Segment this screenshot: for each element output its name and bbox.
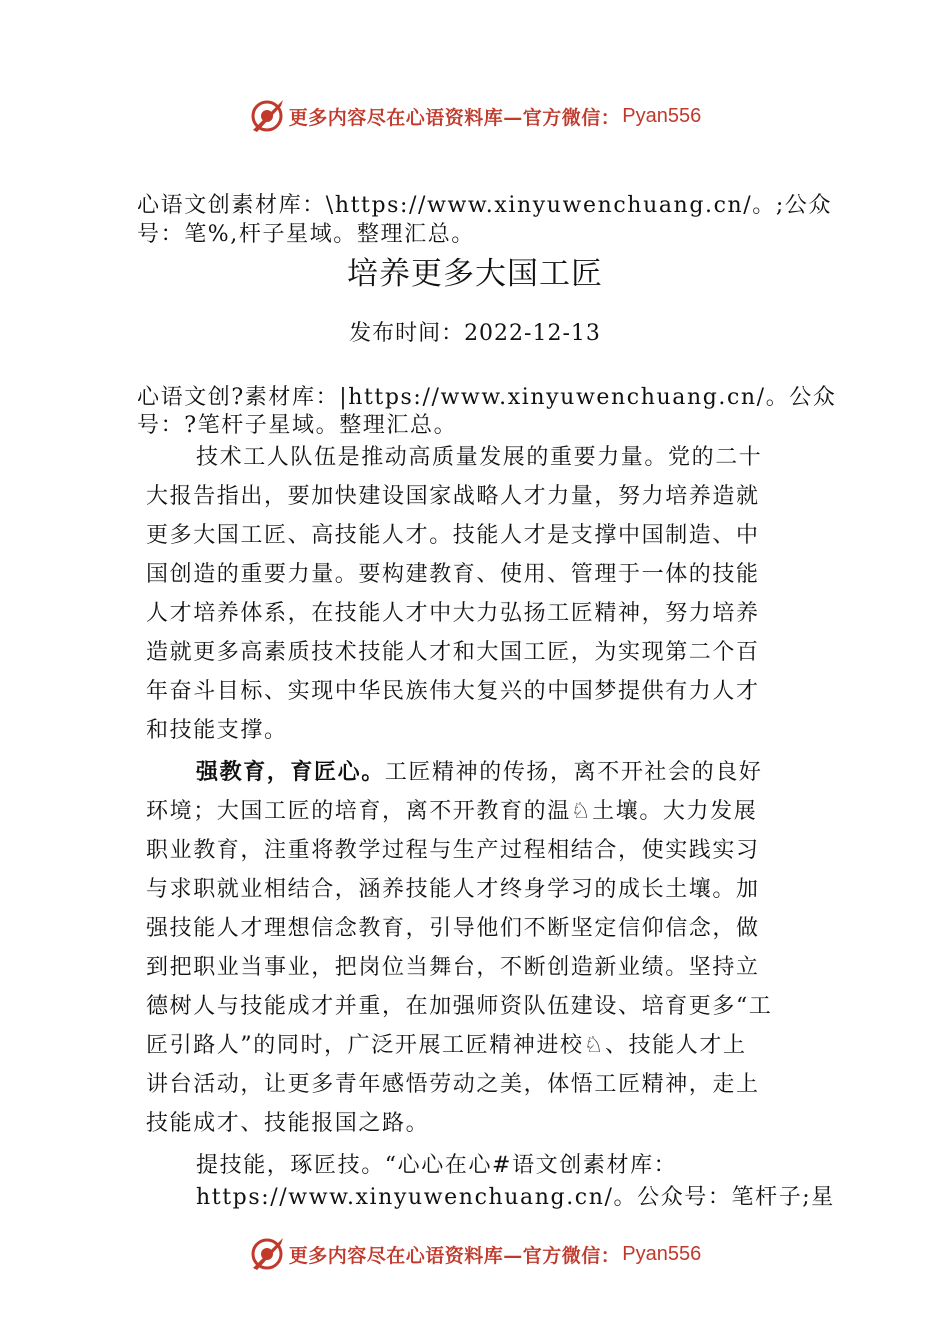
paragraph-line: 技能成才、技能报国之路。: [146, 1111, 430, 1136]
paragraph-line: 环境；大国工匠的培育，离不开教育的温♘土壤。大力发展: [146, 799, 758, 824]
paragraph-line: 年奋斗目标、实现中华民族伟大复兴的中国梦提供有力人才: [146, 679, 760, 704]
paragraph-line: 讲台活动，让更多青年感悟劳动之美，体悟工匠精神，走上: [146, 1072, 760, 1097]
source-note-line: 号：?笔杆子星域。整理汇总。: [137, 413, 458, 438]
paragraph-line: https://www.xinyuwenchuang.cn/。公众号：笔杆子;星: [196, 1185, 835, 1210]
source-note-line: 心语文创?素材库：|https://www.xinyuwenchuang.cn/。公众: [137, 385, 837, 410]
footer-banner: [0, 1234, 950, 1274]
header-note-line: 心语文创素材库：\https://www.xinyuwenchuang.cn/。;公众: [137, 193, 833, 218]
publish-date: 发布时间：2022-12-13: [349, 321, 601, 346]
paragraph-line: 德树人与技能成才并重，在加强师资队伍建设、培育更多“工: [146, 994, 773, 1019]
paragraph-line: 提技能，琢匠技。“心心在心#语文创素材库：: [196, 1153, 678, 1178]
paragraph-line: 技术工人队伍是推动高质量发展的重要力量。党的二十: [196, 445, 763, 470]
section-heading: 强教育，育匠心。: [196, 760, 385, 785]
banner-text: 更多内容尽在心语资料库—官方微信：: [288, 106, 621, 129]
header-note-line: 号：笔%,杆子星域。整理汇总。: [137, 222, 475, 247]
pen-logo-icon: [249, 1236, 285, 1272]
paragraph-line: 更多大国工匠、高技能人才。技能人才是支撑中国制造、中: [146, 523, 760, 548]
paragraph-line: 和技能支撑。: [146, 718, 288, 743]
paragraph-line: 大报告指出，要加快建设国家战略人才力量，努力培养造就: [146, 484, 760, 509]
banner-wechat-id: Pyan556: [622, 1242, 702, 1265]
paragraph-line: [196, 755, 762, 786]
paragraph-line: 强技能人才理想信念教育，引导他们不断坚定信仰信念，做: [146, 916, 760, 941]
paragraph-line: 匠引路人”的同时，广泛开展工匠精神进校♘、技能人才上: [146, 1033, 747, 1058]
article-title: 培养更多大国工匠: [347, 256, 603, 292]
paragraph-line: 造就更多高素质技术技能人才和大国工匠，为实现第二个百: [146, 640, 760, 665]
paragraph-line: 到把职业当事业，把岗位当舞台，不断创造新业绩。坚持立: [146, 955, 760, 980]
paragraph-line: 与求职就业相结合，涵养技能人才终身学习的成长土壤。加: [146, 877, 760, 902]
paragraph-text: 工匠精神的传扬，离不开社会的良好: [384, 760, 763, 785]
paragraph-line: 国创造的重要力量。要构建教育、使用、管理于一体的技能: [146, 562, 760, 587]
paragraph-line: 职业教育，注重将教学过程与生产过程相结合，使实践实习: [146, 838, 760, 863]
pen-logo-icon: [249, 98, 285, 134]
paragraph-line: 人才培养体系，在技能人才中大力弘扬工匠精神，努力培养: [146, 601, 760, 626]
banner-wechat-id: Pyan556: [622, 104, 702, 127]
banner-text: 更多内容尽在心语资料库—官方微信：: [288, 1244, 621, 1267]
header-banner: [0, 96, 950, 136]
